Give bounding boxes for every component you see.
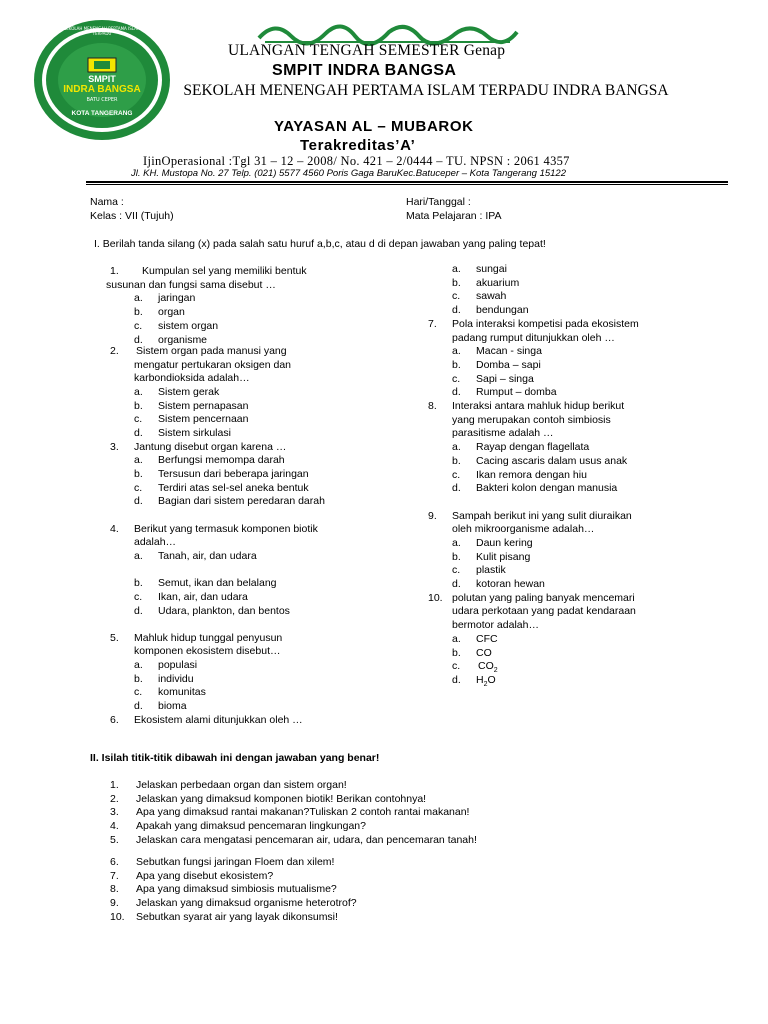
q1-number: 1. xyxy=(110,265,119,277)
q4-text-line2: adalah… xyxy=(134,536,177,549)
field-nama: Nama : xyxy=(90,196,124,208)
exam-title: ULANGAN TENGAH SEMESTER Genap xyxy=(228,42,506,59)
essay-number: 2. xyxy=(110,792,119,805)
header-divider xyxy=(86,181,728,183)
q10-option-b: CO xyxy=(476,646,492,659)
q7-option-b: Domba – sapi xyxy=(476,358,541,371)
q8-text-line1: Interaksi antara mahluk hidup berikut xyxy=(452,400,625,412)
q1-option-d: organisme xyxy=(158,333,208,346)
logo-ring-bottom-text: KOTA TANGERANG xyxy=(71,110,133,117)
school-logo xyxy=(32,18,172,142)
q4-option-a: Tanah, air, dan udara xyxy=(158,549,257,562)
q5-number: 5. xyxy=(110,631,119,644)
yayasan-name: YAYASAN AL – MUBAROK xyxy=(274,118,474,135)
essay-question-10: Sebutkan syarat air yang layak dikonsumsi! xyxy=(136,910,338,923)
q7-text-line2: padang rumput ditunjukkan oleh … xyxy=(452,331,615,344)
q2-option-d: Sistem sirkulasi xyxy=(158,427,231,439)
option-letter: d. xyxy=(452,482,461,495)
logo-ring-top-text: SEKOLAH MENENGAH PERTAMA ISLAM TERPADU xyxy=(63,26,141,36)
q2-option-b: Sistem pernapasan xyxy=(158,399,249,412)
q4-text-line1: Berikut yang termasuk komponen biotik xyxy=(134,522,318,535)
q6-option-a: sungai xyxy=(476,263,507,275)
logo-text-batu-ceper: BATU CEPER xyxy=(86,97,118,103)
q10-text-line1: polutan yang paling banyak mencemari xyxy=(452,591,635,604)
q7-option-a: Macan - singa xyxy=(476,345,542,358)
q2-option-c: Sistem pencernaan xyxy=(158,413,249,426)
option-letter: a. xyxy=(134,658,143,671)
essay-number: 10. xyxy=(110,910,125,923)
q4-option-d: Udara, plankton, dan bentos xyxy=(158,604,290,617)
q8-option-d: Bakteri kolon dengan manusia xyxy=(476,482,618,495)
option-letter: d. xyxy=(134,333,143,346)
q9-option-c: plastik xyxy=(476,564,506,577)
q5-option-b: individu xyxy=(158,672,194,685)
q9-option-d: kotoran hewan xyxy=(476,578,545,590)
option-letter: b. xyxy=(452,646,461,659)
q8-option-b: Cacing ascaris dalam usus anak xyxy=(476,454,628,467)
q5-text-line1: Mahluk hidup tunggal penyusun xyxy=(134,631,283,644)
essay-question-6: Sebutkan fungsi jaringan Floem dan xilem! xyxy=(136,856,335,868)
option-letter: a. xyxy=(134,454,143,467)
q10-option-d: $H_2O$ xyxy=(476,673,496,688)
q3-option-b: Tersusun dari beberapa jaringan xyxy=(158,467,309,480)
license-info: IjinOperasional :Tgl 31 – 12 – 2008/ No. 421 – 2/0444 – TU. NPSN : 2061 4357 xyxy=(143,154,570,168)
q10-option-c: $CO_2$ xyxy=(478,660,498,675)
option-letter: c. xyxy=(452,372,461,385)
essay-question-3: Apa yang dimaksud rantai makanan?Tuliskan 2 contoh rantai makanan! xyxy=(136,806,470,819)
option-letter: d. xyxy=(134,700,143,712)
q7-option-d: Rumput – domba xyxy=(476,386,557,399)
q10-text-line3: bermotor adalah… xyxy=(452,619,539,632)
option-letter: c. xyxy=(452,564,461,577)
address: Jl. KH. Mustopa No. 27 Telp. (021) 5577 4560 Poris Gaga BaruKec.Batuceper – Kota Tangerang 15122 xyxy=(131,168,566,179)
q5-option-d: bioma xyxy=(158,700,187,712)
option-letter: d. xyxy=(134,495,143,508)
option-letter: d. xyxy=(134,604,143,617)
option-letter: b. xyxy=(134,399,143,412)
q10-number: 10. xyxy=(428,591,443,604)
header-divider-thin xyxy=(86,184,728,185)
q4-number: 4. xyxy=(110,522,119,535)
option-letter: a. xyxy=(134,292,143,305)
q9-option-b: Kulit pisang xyxy=(476,550,531,563)
option-letter: c. xyxy=(452,468,461,481)
school-full-name: SEKOLAH MENENGAH PERTAMA ISLAM TERPADU INDRA BANGSA xyxy=(183,82,669,99)
option-letter: a. xyxy=(452,263,461,275)
q6-option-c: sawah xyxy=(476,290,507,303)
option-letter: b. xyxy=(452,276,461,289)
option-letter: c. xyxy=(134,481,143,494)
q6-option-d: bendungan xyxy=(476,304,529,317)
q3-text-line1: Jantung disebut organ karena … xyxy=(134,440,287,453)
q2-text-line1: Sistem organ pada manusi yang xyxy=(136,345,287,357)
essay-number: 3. xyxy=(110,806,119,819)
q9-number: 9. xyxy=(428,509,437,522)
section2-list xyxy=(110,779,710,939)
q7-text-line1: Pola interaksi kompetisi pada ekosistem xyxy=(452,317,639,330)
option-letter: a. xyxy=(452,536,461,549)
option-letter: b. xyxy=(134,467,143,480)
q8-option-a: Rayap dengan flagellata xyxy=(476,441,590,454)
option-letter: c. xyxy=(452,660,461,673)
field-kelas: Kelas : VII (Tujuh) xyxy=(90,210,174,222)
option-letter: a. xyxy=(134,386,143,398)
option-letter: c. xyxy=(134,686,143,699)
field-mata-pelajaran: Mata Pelajaran : IPA xyxy=(406,210,502,222)
option-letter: b. xyxy=(452,454,461,467)
field-hari-tanggal: Hari/Tanggal : xyxy=(406,196,471,208)
essay-question-5: Jelaskan cara mengatasi pencemaran air, udara, dan pencemaran tanah! xyxy=(136,833,477,846)
option-letter: b. xyxy=(452,550,461,563)
essay-number: 5. xyxy=(110,833,119,846)
q3-option-a: Berfungsi memompa darah xyxy=(158,454,285,467)
option-letter: b. xyxy=(452,358,461,371)
q2-text-line2: mengatur pertukaran oksigen dan xyxy=(134,358,292,371)
option-letter: d. xyxy=(452,304,461,317)
option-letter: d. xyxy=(452,578,461,590)
q8-number: 8. xyxy=(428,400,437,412)
q7-option-c: Sapi – singa xyxy=(476,372,534,385)
q6-number: 6. xyxy=(110,713,119,726)
accreditation: Terakreditas’A’ xyxy=(300,137,416,154)
essay-number: 6. xyxy=(110,856,119,868)
q2-text-line3: karbondioksida adalah… xyxy=(134,372,250,385)
option-letter: a. xyxy=(452,345,461,358)
option-letter: c. xyxy=(134,591,143,603)
essay-number: 8. xyxy=(110,883,119,896)
q5-text-line2: komponen ekosistem disebut… xyxy=(134,645,281,658)
q5-option-c: komunitas xyxy=(158,686,206,699)
q10-option-a: CFC xyxy=(476,632,498,645)
q1-text-line1: Kumpulan sel yang memiliki bentuk xyxy=(142,265,307,277)
essay-question-8: Apa yang dimaksud simbiosis mutualisme? xyxy=(136,883,337,896)
option-letter: b. xyxy=(134,672,143,685)
option-letter: c. xyxy=(134,413,143,426)
q2-option-a: Sistem gerak xyxy=(158,386,220,398)
q3-number: 3. xyxy=(110,440,119,453)
essay-question-7: Apa yang disebut ekosistem? xyxy=(136,869,274,882)
questions-left-column xyxy=(90,265,430,735)
q8-text-line3: parasitisme adalah … xyxy=(452,427,554,440)
arabic-calligraphy-text xyxy=(255,14,262,15)
q3-option-c: Terdiri atas sel-sel aneka bentuk xyxy=(158,481,309,494)
q7-number: 7. xyxy=(428,317,437,330)
q9-text-line2: oleh mikroorganisme adalah… xyxy=(452,523,595,536)
q5-option-a: populasi xyxy=(158,658,198,671)
q1-text-line2: susunan dan fungsi sama disebut … xyxy=(106,278,276,291)
option-letter: a. xyxy=(452,632,461,645)
q1-option-b: organ xyxy=(158,306,185,319)
essay-number: 4. xyxy=(110,820,119,833)
section2-instruction: II. Isilah titik-titik dibawah ini dengan jawaban yang benar! xyxy=(90,752,380,764)
q2-number: 2. xyxy=(110,345,119,357)
section1-instruction: I. Berilah tanda silang (x) pada salah satu huruf a,b,c, atau d di depan jawaban yang paling tepat! xyxy=(94,238,546,250)
essay-number: 1. xyxy=(110,779,119,791)
q4-option-c: Ikan, air, dan udara xyxy=(158,591,248,603)
q9-text-line1: Sampah berikut ini yang sulit diuraikan xyxy=(452,509,632,522)
q1-option-c: sistem organ xyxy=(158,319,219,332)
q6-text-line1: Ekosistem alami ditunjukkan oleh … xyxy=(134,713,303,726)
option-letter: a. xyxy=(134,549,143,562)
option-letter: d. xyxy=(452,386,461,399)
option-letter: d. xyxy=(452,673,461,686)
q6-option-b: akuarium xyxy=(476,276,520,289)
option-letter: d. xyxy=(134,427,143,439)
option-letter: b. xyxy=(134,577,143,590)
option-letter: b. xyxy=(134,306,143,319)
option-letter: c. xyxy=(134,319,143,332)
essay-number: 9. xyxy=(110,897,119,910)
q3-option-d: Bagian dari sistem peredaran darah xyxy=(158,495,325,508)
option-letter: c. xyxy=(452,290,461,303)
q9-option-a: Daun kering xyxy=(476,536,533,549)
questions-right-column xyxy=(424,263,724,703)
q8-text-line2: yang merupakan contoh simbiosis xyxy=(452,413,611,426)
logo-text-smpit: SMPIT xyxy=(88,74,116,84)
q4-option-b: Semut, ikan dan belalang xyxy=(158,577,277,590)
option-letter: a. xyxy=(452,441,461,454)
essay-question-4: Apakah yang dimaksud pencemaran lingkungan? xyxy=(136,820,366,833)
q8-option-c: Ikan remora dengan hiu xyxy=(476,468,587,481)
essay-question-1: Jelaskan perbedaan organ dan sistem organ! xyxy=(136,779,347,791)
essay-number: 7. xyxy=(110,869,119,882)
essay-question-9: Jelaskan yang dimaksud organisme heterotrof? xyxy=(136,897,357,910)
essay-question-2: Jelaskan yang dimaksud komponen biotik! Berikan contohnya! xyxy=(136,792,427,805)
logo-text-indra-bangsa: INDRA BANGSA xyxy=(63,84,141,95)
q1-option-a: jaringan xyxy=(158,292,196,305)
q10-text-line2: udara perkotaan yang padat kendaraan xyxy=(452,605,636,618)
school-name: SMPIT INDRA BANGSA xyxy=(272,62,457,79)
